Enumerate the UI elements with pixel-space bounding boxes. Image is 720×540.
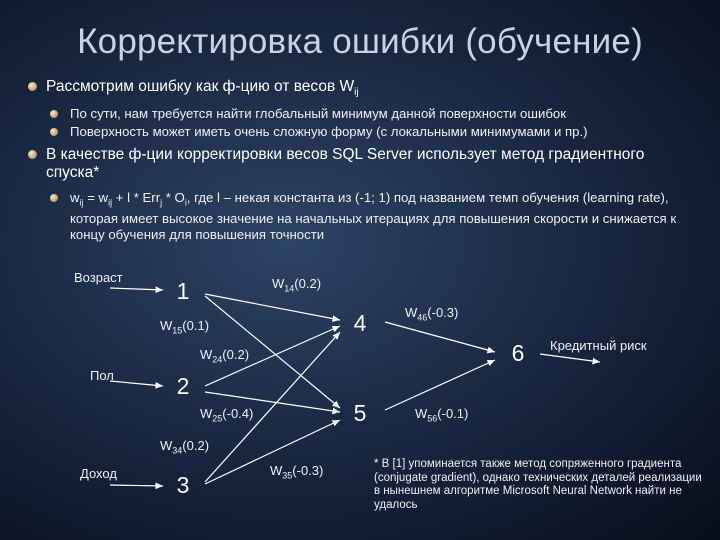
edge-4-6 (385, 322, 495, 352)
weight-index: 15 (172, 325, 183, 336)
weight-value: (0.2) (182, 438, 210, 453)
weight-index: 25 (212, 413, 223, 424)
output-label-credit-risk: Кредитный риск (550, 338, 647, 353)
node-5: 5 (353, 400, 367, 426)
weight-index: 46 (417, 312, 428, 323)
weight-label-14 (272, 276, 321, 294)
input-label-sex: Пол (90, 368, 114, 383)
weight-value: (-0.3) (292, 463, 324, 478)
weight-label-34 (160, 438, 209, 456)
node-6: 6 (511, 340, 525, 366)
weight-letter: W (200, 347, 213, 362)
weight-letter: W (160, 438, 173, 453)
formula-subscript: i (184, 197, 187, 208)
weight-letter: W (272, 276, 285, 291)
formula-part: * O (162, 190, 185, 206)
weight-label-35 (270, 463, 323, 481)
weight-value: (0.2) (294, 276, 322, 291)
weight-letter: W (270, 463, 283, 478)
node-4: 4 (353, 310, 367, 336)
formula-part: + l * Err (112, 190, 161, 206)
weight-letter: W (160, 318, 173, 333)
weight-label-56 (415, 406, 468, 424)
weight-value: (-0.1) (437, 406, 469, 421)
weight-index: 24 (212, 354, 223, 365)
edge-input-income (110, 485, 163, 486)
bullet-text: Рассмотрим ошибку как ф-цию от весов W (46, 78, 355, 95)
bullet-text: В качестве ф-ции корректировки весов SQL Server использует метод градиентного спуска* (46, 146, 645, 182)
node-3: 3 (176, 472, 190, 498)
weight-index: 14 (284, 283, 295, 294)
slide-title: Корректировка ошибки (обучение) (77, 22, 643, 61)
node-1: 1 (176, 278, 190, 304)
formula-part: = w (83, 190, 109, 206)
weight-letter: W (200, 406, 213, 421)
bullet-text: По сути, нам требуется найти глобальный минимум данной поверхности ошибок (70, 106, 566, 122)
formula-subscript: ij (108, 197, 113, 208)
formula-subscript: ij (79, 197, 84, 208)
bullet-text: Поверхность может иметь очень сложную форму (с локальными минимумами и пр.) (70, 124, 588, 140)
weight-label-24 (200, 347, 249, 365)
formula-part: , где l – некая константа из (-1; 1) под названием темп обучения (learning rate), которая имеет высокое значение на начальных итерациях для повышения скорости и снижается к концу обучения для повышения точности (70, 190, 677, 242)
weight-label-15 (160, 318, 209, 336)
bullet-subscript: ij (354, 87, 359, 99)
edge-input-age (110, 288, 163, 290)
weight-index: 34 (172, 445, 183, 456)
weight-value: (0.1) (182, 318, 210, 333)
weight-label-46 (405, 305, 458, 323)
weight-index: 35 (282, 470, 293, 481)
edge-input-sex (110, 381, 163, 386)
node-2: 2 (176, 373, 190, 399)
weight-value: (-0.4) (222, 406, 254, 421)
edge-output (540, 354, 600, 362)
edge-1-4 (205, 294, 340, 320)
formula-part: w (70, 190, 80, 206)
weight-label-25 (200, 406, 253, 424)
footnote: * В [1] упоминается также метод сопряженного градиента (conjugate gradient), однако технических деталей реализации в нынешнем алгоритме Microsoft Neural Network найти не удалось (374, 458, 702, 511)
weight-value: (-0.3) (427, 305, 459, 320)
weight-value: (0.2) (222, 347, 250, 362)
input-label-income: Доход (80, 466, 117, 481)
formula-subscript: j (160, 197, 163, 208)
input-label-age: Возраст (74, 270, 123, 285)
edge-5-6 (385, 360, 495, 410)
weight-index: 56 (427, 413, 438, 424)
weight-letter: W (415, 406, 428, 421)
weight-letter: W (405, 305, 418, 320)
